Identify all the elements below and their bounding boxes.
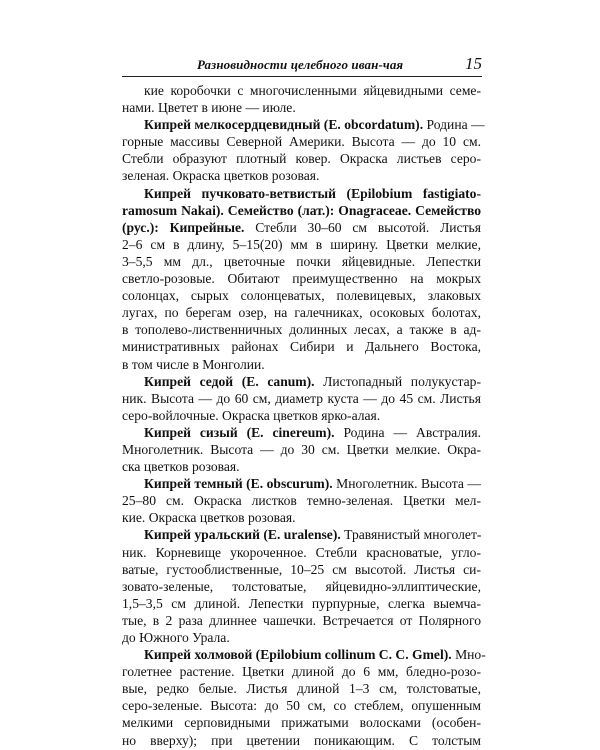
species-name: Кипрей мелкосердцевидный (E. obcordatum). (144, 117, 424, 133)
paragraph (122, 185, 481, 373)
text-line (122, 509, 481, 526)
line-text: ник. Высота — до 60 см, диаметр куста — до 45 см. Листья (122, 390, 481, 406)
line-text: зовато-зеленые, толстоватые, яйцевидно-эллиптические, (122, 578, 481, 594)
text-line (122, 150, 481, 167)
text-line (122, 356, 481, 373)
text-line (122, 578, 481, 595)
text-line (122, 629, 481, 646)
line-text: солонцах, сырых солонцеватых, полевицевых, злаковых (122, 288, 481, 304)
paragraph (122, 82, 481, 116)
line-text: Стебли образуют плотный ковер. Окраска листьев серо- (122, 151, 481, 167)
paragraph (122, 646, 486, 749)
line-text: в том числе в Монголии. (122, 356, 265, 372)
running-title: Разновидности целебного иван-чая (197, 57, 404, 72)
line-text: кие коробочки с многочисленными яйцевидными семе- (144, 83, 481, 98)
line-text: ска цветков розовая. (122, 459, 240, 475)
text-line (122, 390, 481, 407)
line-text: 2–6 см в длину, 5–15(20) мм в ширину. Цветки мелкие, (122, 236, 481, 252)
line-text: Родина — (423, 117, 485, 133)
text-line (122, 732, 481, 749)
text-line (122, 338, 481, 355)
text-line (122, 219, 481, 236)
body-text (122, 82, 486, 749)
line-text: ник. Корневище укороченное. Стебли красноватые, угло- (122, 544, 481, 560)
page-header (122, 55, 482, 75)
text-line (122, 697, 481, 714)
text-line (122, 663, 481, 680)
text-line (122, 253, 481, 270)
paragraph (122, 475, 481, 526)
paragraph (122, 116, 485, 184)
text-line (122, 202, 481, 219)
paragraph (122, 424, 481, 475)
text-line (122, 561, 481, 578)
text-line (122, 167, 481, 184)
line-text: Листопадный полукустар- (314, 373, 481, 389)
text-line (122, 646, 486, 663)
line-text: серо-войлочные. Окраска цветков ярко-алая. (122, 407, 381, 423)
text-line (122, 595, 481, 612)
line-text: Стебли 30–60 см высотой. Листья (244, 219, 481, 235)
line-text: министративных районах Сибири и Дальнего Востока, (122, 339, 481, 355)
text-line (122, 270, 481, 287)
text-line (122, 424, 481, 441)
line-text: до Южного Урала. (122, 630, 230, 645)
line-text: 3–5,5 мм дл., цветочные почки яйцевидные. Лепестки (122, 253, 481, 269)
text-line (122, 544, 481, 561)
line-text: горные массивы Северной Америки. Высота — до 10 см. (122, 134, 481, 150)
paragraph (122, 373, 481, 424)
line-text: нами. Цветет в июне — июле. (122, 100, 296, 116)
species-name: Кипрей темный (E. obscurum). (144, 476, 333, 492)
line-text: вые, редко белые. Листья длиной 1–3 см, толстоватые, (122, 681, 481, 697)
line-text: 25–80 см. Окраска листков темно-зеленая. Цветки мел- (122, 493, 481, 509)
text-line (122, 287, 481, 304)
line-text: голетнее растение. Цветки длиной до 6 мм, бледно-розо- (122, 664, 481, 680)
page-number: 15 (465, 54, 482, 73)
text-line (122, 526, 481, 543)
text-line (122, 116, 485, 133)
text-line (122, 82, 481, 99)
text-line (122, 492, 481, 509)
line-text: 1,5–3,5 см длиной. Лепестки пурпурные, слегка выемча- (122, 595, 481, 611)
line-text: ватые, густооблиственные, 10–25 см высотой. Листья си- (122, 561, 481, 577)
text-line (122, 714, 481, 731)
line-text: кие. Окраска цветков розовая. (122, 510, 296, 526)
species-name: Кипрей сизый (E. cinereum). (144, 424, 335, 440)
line-text: Мно- (451, 647, 486, 663)
line-text: зеленая. Окраска цветков розовая. (122, 168, 320, 184)
species-name: Кипрей седой (E. canum). (144, 373, 315, 389)
line-text: тые, в 2 раза длиннее чашечки. Встречается от Полярного (122, 612, 481, 628)
text-line (122, 458, 481, 475)
line-text: Многолетник. Высота — до 30 см. Цветки мелкие. Окра- (122, 441, 481, 457)
line-text: Многолетник. Высота — (332, 476, 482, 492)
text-line (122, 441, 481, 458)
line-text: но вверху); при цветении поникающим. С толстым (122, 732, 481, 748)
header-rule (122, 76, 482, 77)
text-line (122, 373, 481, 390)
line-text: серо-зеленые. Высота: до 50 см, со стеблем, опушенным (122, 698, 481, 714)
text-line (122, 680, 481, 697)
text-line (122, 304, 481, 321)
line-text: светло-розовые. Обитают преимущественно на мокрых (122, 271, 481, 287)
text-line (122, 612, 481, 629)
line-text: лугах, по берегам озер, на галечниках, осоковых болотах, (122, 305, 481, 321)
line-text: Родина — Австралия. (334, 424, 481, 440)
species-name: Кипрей уральский (E. uralense). (144, 527, 341, 543)
text-line (122, 407, 481, 424)
text-line (122, 236, 481, 253)
text-line (122, 185, 481, 202)
text-line (122, 99, 481, 116)
text-line (122, 321, 481, 338)
text-line (122, 475, 481, 492)
paragraph (122, 526, 481, 646)
line-text: мелкими серповидными прижатыми волосками (особен- (122, 715, 481, 731)
text-line (122, 133, 481, 150)
species-name: Кипрей пучковато-ветвистый (Epilobium fastigiato- (144, 185, 481, 201)
species-name: ramosum Nakai). Семейство (лат.): Onagraceae. Семейство (122, 202, 481, 218)
line-text: в тополево-лиственничных долинных лесах, а также в ад- (122, 322, 481, 338)
line-text: Травянистый многолет- (340, 527, 482, 543)
species-name: Кипрей холмовой (Epilobium collinum C. C. Gmel). (144, 647, 452, 663)
species-name: (рус.): Кипрейные. (122, 219, 245, 235)
